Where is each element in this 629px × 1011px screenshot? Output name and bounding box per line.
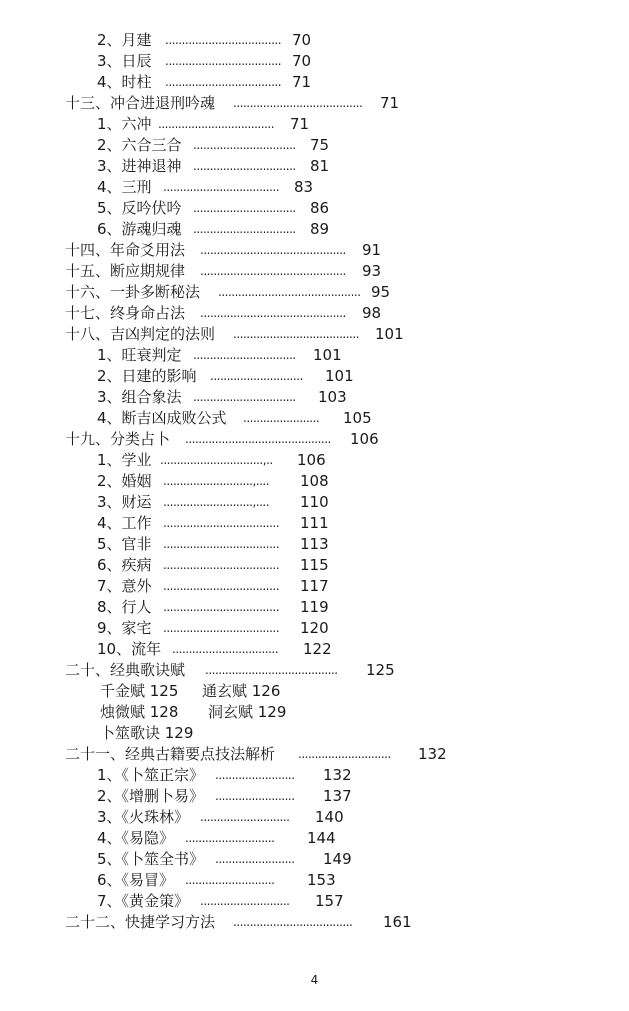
- toc-entry-title: 6、《易冒》: [97, 871, 175, 889]
- toc-entry-title: 十九、分类占卜: [65, 430, 171, 448]
- toc-entry-leader: ............................................: [200, 243, 346, 257]
- toc-entry-leader: ................................: [172, 642, 279, 656]
- toc-entry-title: 3、财运: [97, 493, 152, 511]
- toc-entry-leader: ............................: [210, 369, 303, 383]
- toc-entry-page: 103: [318, 388, 347, 406]
- toc-entry-page: 83: [294, 178, 314, 196]
- toc-entry-leader: .......................................: [233, 96, 363, 110]
- toc-entry-leader: ............................................: [185, 432, 331, 446]
- toc-entry-title: 4、时柱: [97, 73, 152, 91]
- toc-entry-leader: ...........................: [185, 831, 275, 845]
- toc-entry-title: 4、断吉凶成败公式: [97, 409, 227, 427]
- toc-entry-leader: ...................................: [158, 117, 275, 131]
- toc-entry-title: 2、婚姻: [97, 472, 152, 490]
- toc-entry-title: 3、进神退神: [97, 157, 182, 175]
- verse-row: [0, 723, 629, 744]
- toc-entry-leader: ...................................: [163, 600, 280, 614]
- toc-entry-leader: ...........................................: [218, 285, 361, 299]
- toc-entry-page: 70: [292, 52, 312, 70]
- toc-entry-title: 1、旺衰判定: [97, 346, 182, 364]
- toc-entry-leader: ............................................: [200, 306, 346, 320]
- toc-entry-page: 71: [380, 94, 400, 112]
- toc-entry-page: 75: [310, 136, 330, 154]
- toc-entry-title: 6、游魂归魂: [97, 220, 182, 238]
- toc-entry-leader: ...............................: [193, 159, 296, 173]
- toc-entry-title: 2、月建: [97, 31, 152, 49]
- verse-item: 卜筮歌诀 129: [100, 724, 194, 742]
- toc-entry-leader: ...................................: [163, 516, 280, 530]
- verse-row: [0, 681, 629, 702]
- toc-entry-page: 91: [362, 241, 382, 259]
- toc-entry-page: 93: [362, 262, 382, 280]
- toc-entry-title: 2、六合三合: [97, 136, 182, 154]
- toc-entry-title: 十七、终身命占法: [65, 304, 186, 322]
- toc-entry-leader: ...................................: [163, 579, 280, 593]
- toc-entry-leader: ...................................: [163, 180, 280, 194]
- toc-entry-title: 5、反吟伏吟: [97, 199, 182, 217]
- toc-entry-leader: ...............................: [193, 201, 296, 215]
- toc-entry-title: 1、学业: [97, 451, 152, 469]
- toc-entry-page: 101: [325, 367, 354, 385]
- toc-entry-title: 3、《火珠林》: [97, 808, 190, 826]
- toc-entry-page: 89: [310, 220, 330, 238]
- toc-entry-page: 70: [292, 31, 312, 49]
- toc-entry-title: 6、疾病: [97, 556, 152, 574]
- toc-entry-leader: ...................................: [165, 33, 282, 47]
- toc-entry-page: 98: [362, 304, 382, 322]
- toc-entry-page: 144: [307, 829, 336, 847]
- toc-entry-title: 4、工作: [97, 514, 152, 532]
- toc-entry-title: 二十一、经典古籍要点技法解析: [65, 745, 276, 763]
- toc-entry-title: 1、《卜筮正宗》: [97, 766, 205, 784]
- toc-entry-title: 9、家宅: [97, 619, 152, 637]
- toc-entry-leader: ....................................: [233, 915, 353, 929]
- verse-row: [0, 702, 629, 723]
- toc-entry-title: 3、组合象法: [97, 388, 182, 406]
- toc-entry-title: 7、意外: [97, 577, 152, 595]
- toc-entry-title: 1、六冲: [97, 115, 152, 133]
- toc-entry-page: 113: [300, 535, 329, 553]
- verse-item: 通玄赋 126: [202, 682, 281, 700]
- toc-entry-leader: ...............................: [193, 138, 296, 152]
- toc-entry-page: 137: [323, 787, 352, 805]
- toc-entry-title: 十五、断应期规律: [65, 262, 186, 280]
- toc-entry-page: 125: [366, 661, 395, 679]
- toc-entry-leader: ...............................: [193, 222, 296, 236]
- toc-entry-page: 140: [315, 808, 344, 826]
- toc-entry-page: 161: [383, 913, 412, 931]
- toc-entry-page: 111: [300, 514, 329, 532]
- toc-entry-page: 132: [418, 745, 447, 763]
- toc-entry-leader: ...........................,....: [163, 495, 270, 509]
- toc-entry-leader: ...........................,....: [163, 474, 270, 488]
- toc-entry-page: 71: [290, 115, 310, 133]
- toc-entry-page: 101: [313, 346, 342, 364]
- toc-entry-title: 十四、年命爻用法: [65, 241, 186, 259]
- toc-entry-page: 157: [315, 892, 344, 910]
- toc-entry-leader: ...........................: [185, 873, 275, 887]
- toc-entry-title: 4、三刑: [97, 178, 152, 196]
- toc-entry-page: 122: [303, 640, 332, 658]
- toc-entry-title: 4、《易隐》: [97, 829, 175, 847]
- toc-entry-page: 119: [300, 598, 329, 616]
- toc-entry-leader: ............................: [298, 747, 391, 761]
- toc-entry-leader: ........................................: [205, 663, 338, 677]
- toc-entry-title: 二十二、快捷学习方法: [65, 913, 216, 931]
- toc-entry-leader: ...............................: [193, 390, 296, 404]
- toc-entry-title: 二十、经典歌诀赋: [65, 661, 186, 679]
- toc-entry-page: 105: [343, 409, 372, 427]
- toc-entry-title: 3、日辰: [97, 52, 152, 70]
- toc-entry-leader: ........................: [215, 768, 295, 782]
- toc-entry-leader: ...................................: [165, 75, 282, 89]
- toc-entry-leader: ........................: [215, 852, 295, 866]
- toc-entry-page: 132: [323, 766, 352, 784]
- toc-entry-leader: ...................................: [163, 621, 280, 635]
- toc-entry-page: 117: [300, 577, 329, 595]
- toc-entry-page: 106: [350, 430, 379, 448]
- toc-entry-page: 95: [371, 283, 391, 301]
- verse-item: 洞玄赋 129: [208, 703, 287, 721]
- toc-entry-title: 7、《黄金策》: [97, 892, 190, 910]
- toc-entry-title: 10、流年: [97, 640, 162, 658]
- toc-entry-page: 115: [300, 556, 329, 574]
- toc-entry-leader: ...................................: [163, 537, 280, 551]
- toc-entry-title: 8、行人: [97, 598, 152, 616]
- page-number: 4: [310, 973, 319, 987]
- toc-entry-title: 2、《增删卜易》: [97, 787, 205, 805]
- toc-entry-leader: ...............................: [193, 348, 296, 362]
- toc-entry-page: 110: [300, 493, 329, 511]
- toc-entry-leader: ...................................: [165, 54, 282, 68]
- toc-entry-page: 108: [300, 472, 329, 490]
- toc-entry-page: 101: [375, 325, 404, 343]
- toc-entry-leader: ............................................: [200, 264, 346, 278]
- toc-entry-leader: ...................................: [163, 558, 280, 572]
- toc-entry-page: 71: [292, 73, 312, 91]
- toc-entry-page: 106: [297, 451, 326, 469]
- toc-entry-title: 十六、一卦多断秘法: [65, 283, 201, 301]
- toc-entry-title: 十三、冲合进退刑吟魂: [65, 94, 216, 112]
- toc-entry-page: 86: [310, 199, 330, 217]
- toc-entry-title: 5、《卜筮全书》: [97, 850, 205, 868]
- toc-entry-page: 153: [307, 871, 336, 889]
- toc-entry-title: 2、日建的影响: [97, 367, 197, 385]
- verse-item: 千金赋 125: [100, 682, 179, 700]
- toc-entry-title: 5、官非: [97, 535, 152, 553]
- toc-entry-leader: .......................: [243, 411, 320, 425]
- toc-entry-page: 120: [300, 619, 329, 637]
- toc-entry-title: 十八、吉凶判定的法则: [65, 325, 216, 343]
- toc-entry-leader: ...........................: [200, 810, 290, 824]
- toc-entry-page: 149: [323, 850, 352, 868]
- toc-entry-leader: ......................................: [233, 327, 359, 341]
- toc-entry-leader: ...............................,..: [160, 453, 273, 467]
- toc-entry-page: 81: [310, 157, 330, 175]
- toc-entry-leader: ...........................: [200, 894, 290, 908]
- toc-entry-leader: ........................: [215, 789, 295, 803]
- verse-item: 烛微赋 128: [100, 703, 179, 721]
